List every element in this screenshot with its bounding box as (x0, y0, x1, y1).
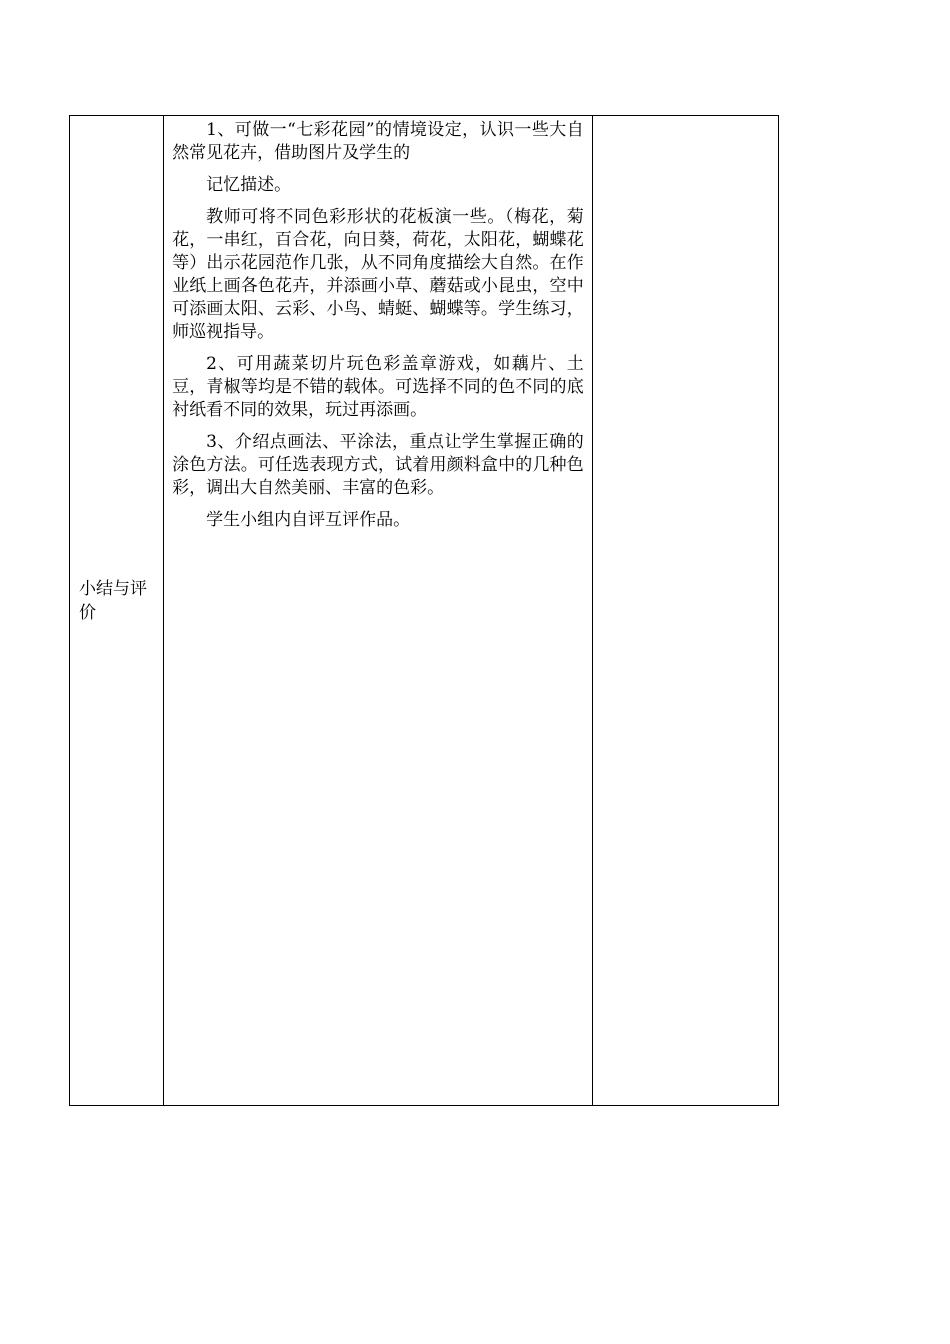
paragraph-2: 记忆描述。 (206, 175, 292, 195)
paragraph-4: 2、可用蔬菜切片玩色彩盖章游戏，如藕片、土豆，青椒等均是不错的载体。可选择不同的色不同的底衬纸看不同的效果，玩过再添画。 (172, 354, 584, 420)
paragraph-5: 3、介绍点画法、平涂法，重点让学生掌握正确的涂色方法。可任选表现方式，试着用颜料盒中的几种色彩，调出大自然美丽、丰富的色彩。 (172, 432, 584, 498)
paragraph-1: 1、可做一“七彩花园”的情境设定，认识一些大自然常见花卉，借助图片及学生的 (172, 120, 584, 163)
row-label: 小结与评价 (79, 579, 147, 623)
paragraph-6: 学生小组内自评互评作品。 (206, 510, 411, 530)
row-label-cell (70, 116, 164, 1106)
paragraph-3: 教师可将不同色彩形状的花板演一些。（梅花，菊花，一串红，百合花，向日葵，荷花，太阳花，蝴蝶花等）出示花园范作几张，从不同角度描绘大自然。在作业纸上画各色花卉，并添画小草、蘑菇或小昆虫，空中可添画太阳、云彩、小鸟、蜻蜓、蝴蝶等。学生练习，师巡视指导。 (172, 207, 584, 342)
table-row (70, 116, 779, 1106)
content-cell (164, 116, 593, 1106)
lesson-plan-table (69, 115, 779, 1106)
notes-cell (592, 116, 778, 1106)
